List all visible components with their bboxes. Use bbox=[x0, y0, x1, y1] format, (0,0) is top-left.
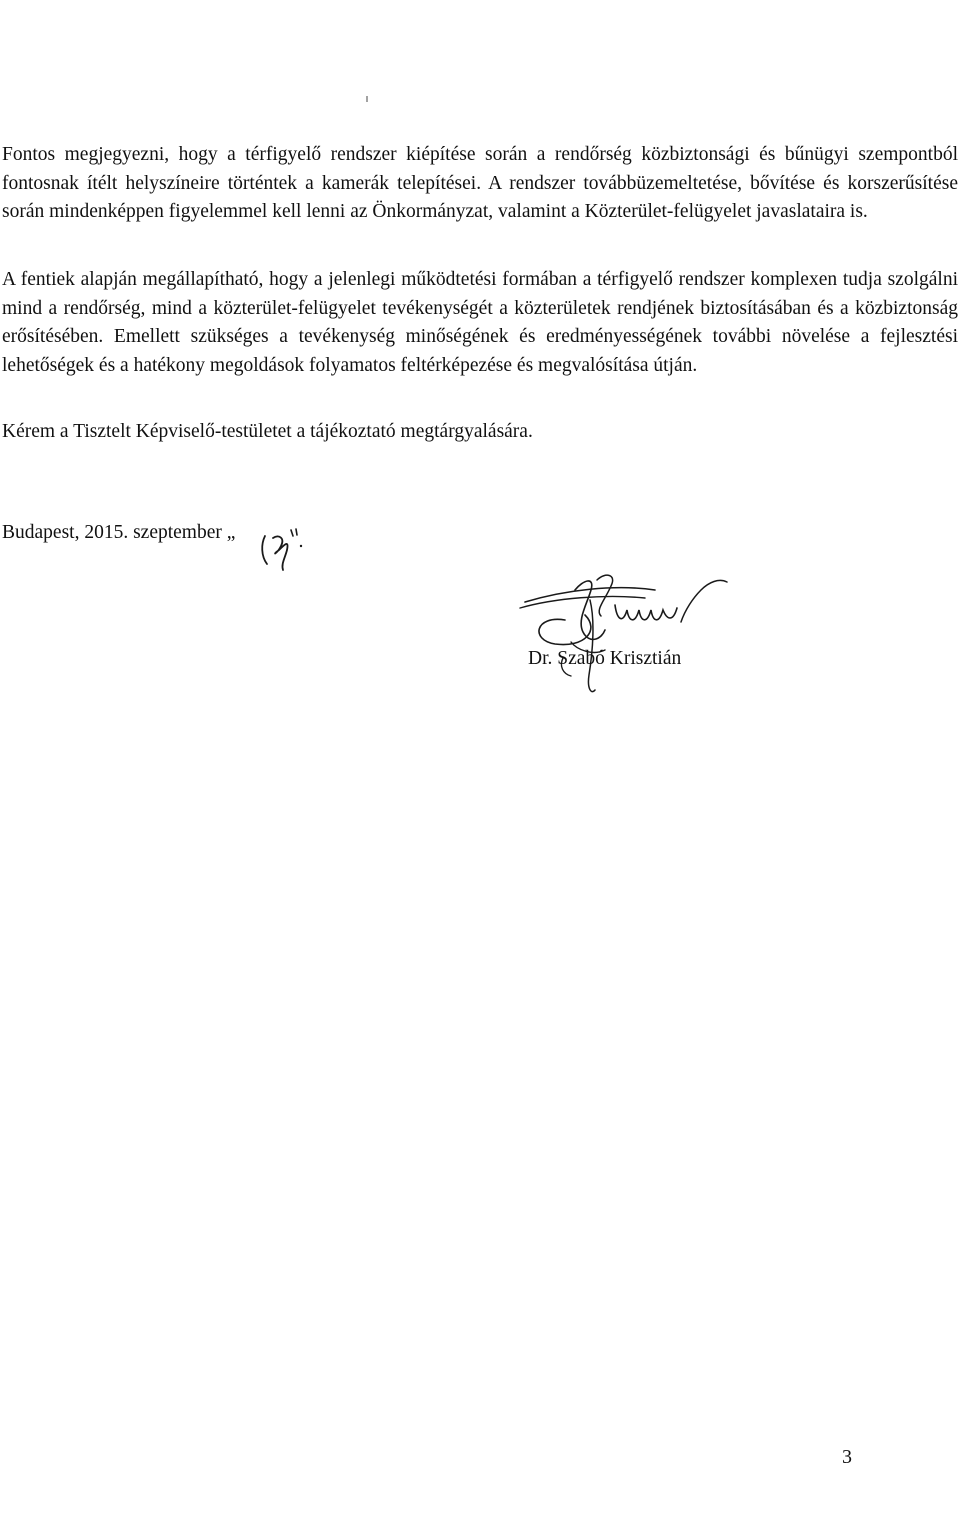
scan-speck bbox=[366, 96, 368, 102]
dateline: Budapest, 2015. szeptember „ bbox=[2, 522, 236, 543]
signature bbox=[505, 560, 745, 705]
signatory-name: Dr. Szabó Krisztián bbox=[528, 648, 682, 669]
handwritten-day bbox=[257, 524, 317, 574]
paragraph-request: Kérem a Tisztelt Képviselő-testületet a tájékoztató megtárgyalására. bbox=[2, 421, 533, 442]
paragraph-conclusion: A fentiek alapján megállapítható, hogy a jelenlegi működtetési formában a térfigyelő rendszer komplexen tudja szolgálni mind a rendőrség, mind a közterület-felügyelet tevékenységét a közterületek rendjének biztosításában és a közbiztonság erősítésében. Emellett szükséges a tevékenység minőségének és eredményességének további növelése a fejlesztési lehetőségek és a hatékony megoldások folyamatos feltérképezése és megvalósítása útján. bbox=[2, 269, 958, 376]
paragraph-intro: Fontos megjegyezni, hogy a térfigyelő rendszer kiépítése során a rendőrség közbiztonsági és bűnügyi szempontból fontosnak ítélt helyszíneire történtek a kamerák telepítései. A rendszer továbbüzemeltetése, bővítése és korszerűsítése során mindenképpen figyelemmel kell lenni az Önkormányzat, valamint a Közterület-felügyelet javaslataira is. bbox=[2, 144, 958, 222]
page-number: 3 bbox=[842, 1446, 852, 1468]
